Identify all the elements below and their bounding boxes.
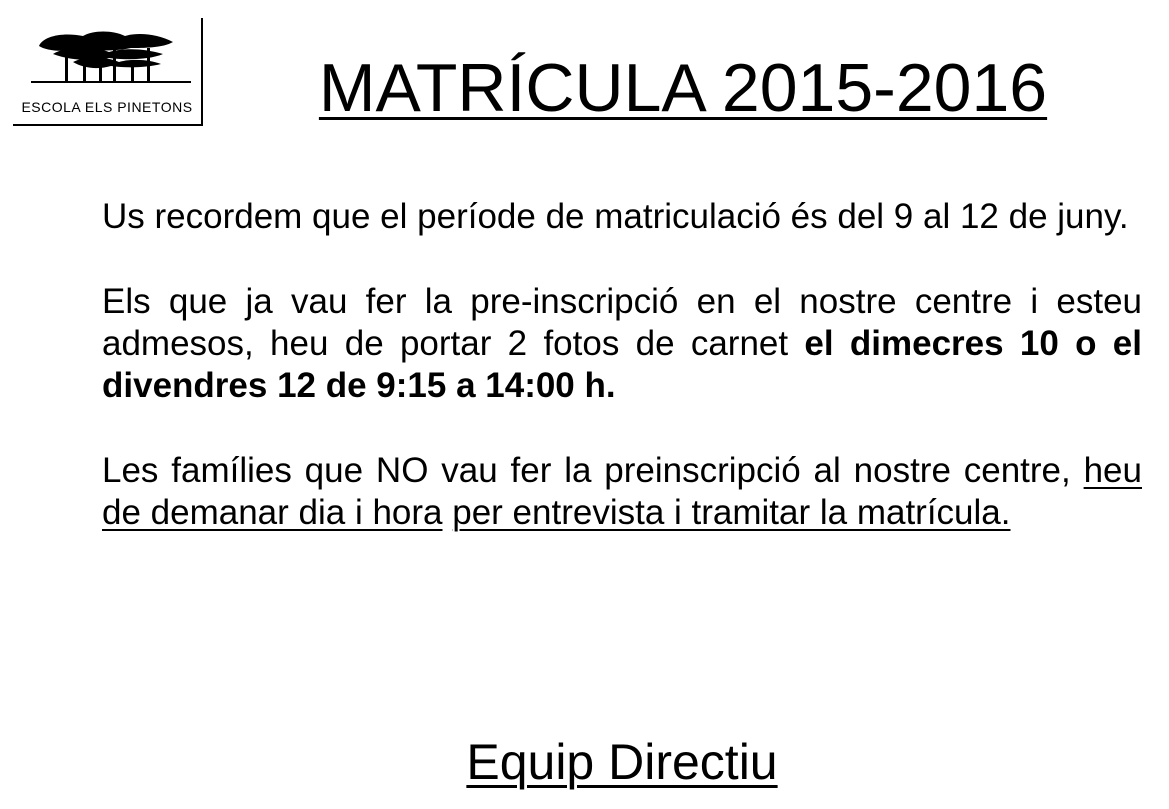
paragraph-new-text: Les famílies que NO vau fer la preinscripció al nostre centre, bbox=[102, 451, 1084, 490]
page-title bbox=[0, 48, 1169, 128]
signature-text: Equip Directiu bbox=[466, 734, 778, 790]
notice-body bbox=[102, 196, 1142, 577]
paragraph-new-space bbox=[443, 493, 453, 532]
paragraph-new-request: heu de demanar dia i hora bbox=[102, 451, 1142, 532]
paragraph-admitted-dates: el dimecres 10 o el divendres 12 de 9:15 a 14:00 h. bbox=[102, 324, 1142, 405]
signature bbox=[0, 732, 1169, 792]
school-name: ESCOLA ELS PINETONS bbox=[21, 99, 193, 115]
paragraph-new-families bbox=[102, 450, 1142, 534]
paragraph-enrollment-period: Us recordem que el període de matriculació és del 9 al 12 de juny. bbox=[102, 197, 1129, 236]
title-text: MATRÍCULA 2015-2016 bbox=[318, 50, 1048, 126]
paragraph-admitted-text: Els que ja vau fer la pre-inscripció en el nostre centre i esteu admesos, heu de portar 2 fotos de carnet bbox=[102, 282, 1142, 363]
paragraph-new-interview: per entrevista i tramitar la matrícula. bbox=[452, 493, 1011, 532]
paragraph-admitted-families bbox=[102, 281, 1142, 407]
